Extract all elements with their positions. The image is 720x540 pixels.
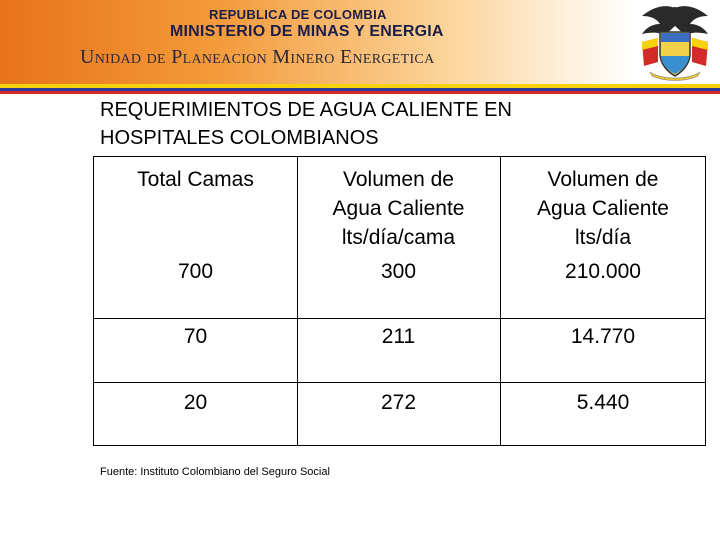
row-divider bbox=[94, 318, 705, 319]
header-country: REPUBLICA DE COLOMBIA bbox=[209, 7, 387, 22]
flag-stripe-red bbox=[0, 91, 720, 94]
table-cell: 211 bbox=[381, 325, 416, 348]
coat-of-arms-icon bbox=[636, 2, 714, 82]
table-cell: 5.440 bbox=[576, 391, 630, 414]
table-header-volumen-total: Volumen de Agua Caliente lts/día bbox=[537, 168, 669, 249]
table-cell: 210.000 bbox=[565, 260, 641, 283]
table-cell: 272 bbox=[380, 391, 417, 414]
header-unit: Unidad de Planeacion Minero Energetica bbox=[80, 46, 435, 68]
data-table bbox=[93, 156, 706, 446]
table-cell: 20 bbox=[183, 391, 208, 414]
source-note: Fuente: Instituto Colombiano del Seguro Social bbox=[100, 466, 330, 478]
table-cell: 14.770 bbox=[570, 325, 636, 348]
table-header-total-camas: Total Camas bbox=[137, 168, 254, 191]
header-ministry: MINISTERIO DE MINAS Y ENERGIA bbox=[170, 23, 444, 40]
table-header-volumen-por-cama: Volumen de Agua Caliente lts/día/cama bbox=[332, 168, 465, 249]
table-cell: 300 bbox=[380, 260, 417, 283]
table-cell: 70 bbox=[183, 325, 208, 348]
table-cell: 700 bbox=[177, 260, 214, 283]
slide-title: REQUERIMIENTOS DE AGUA CALIENTE EN HOSPITALES COLOMBIANOS bbox=[100, 99, 512, 149]
row-divider bbox=[94, 382, 705, 383]
